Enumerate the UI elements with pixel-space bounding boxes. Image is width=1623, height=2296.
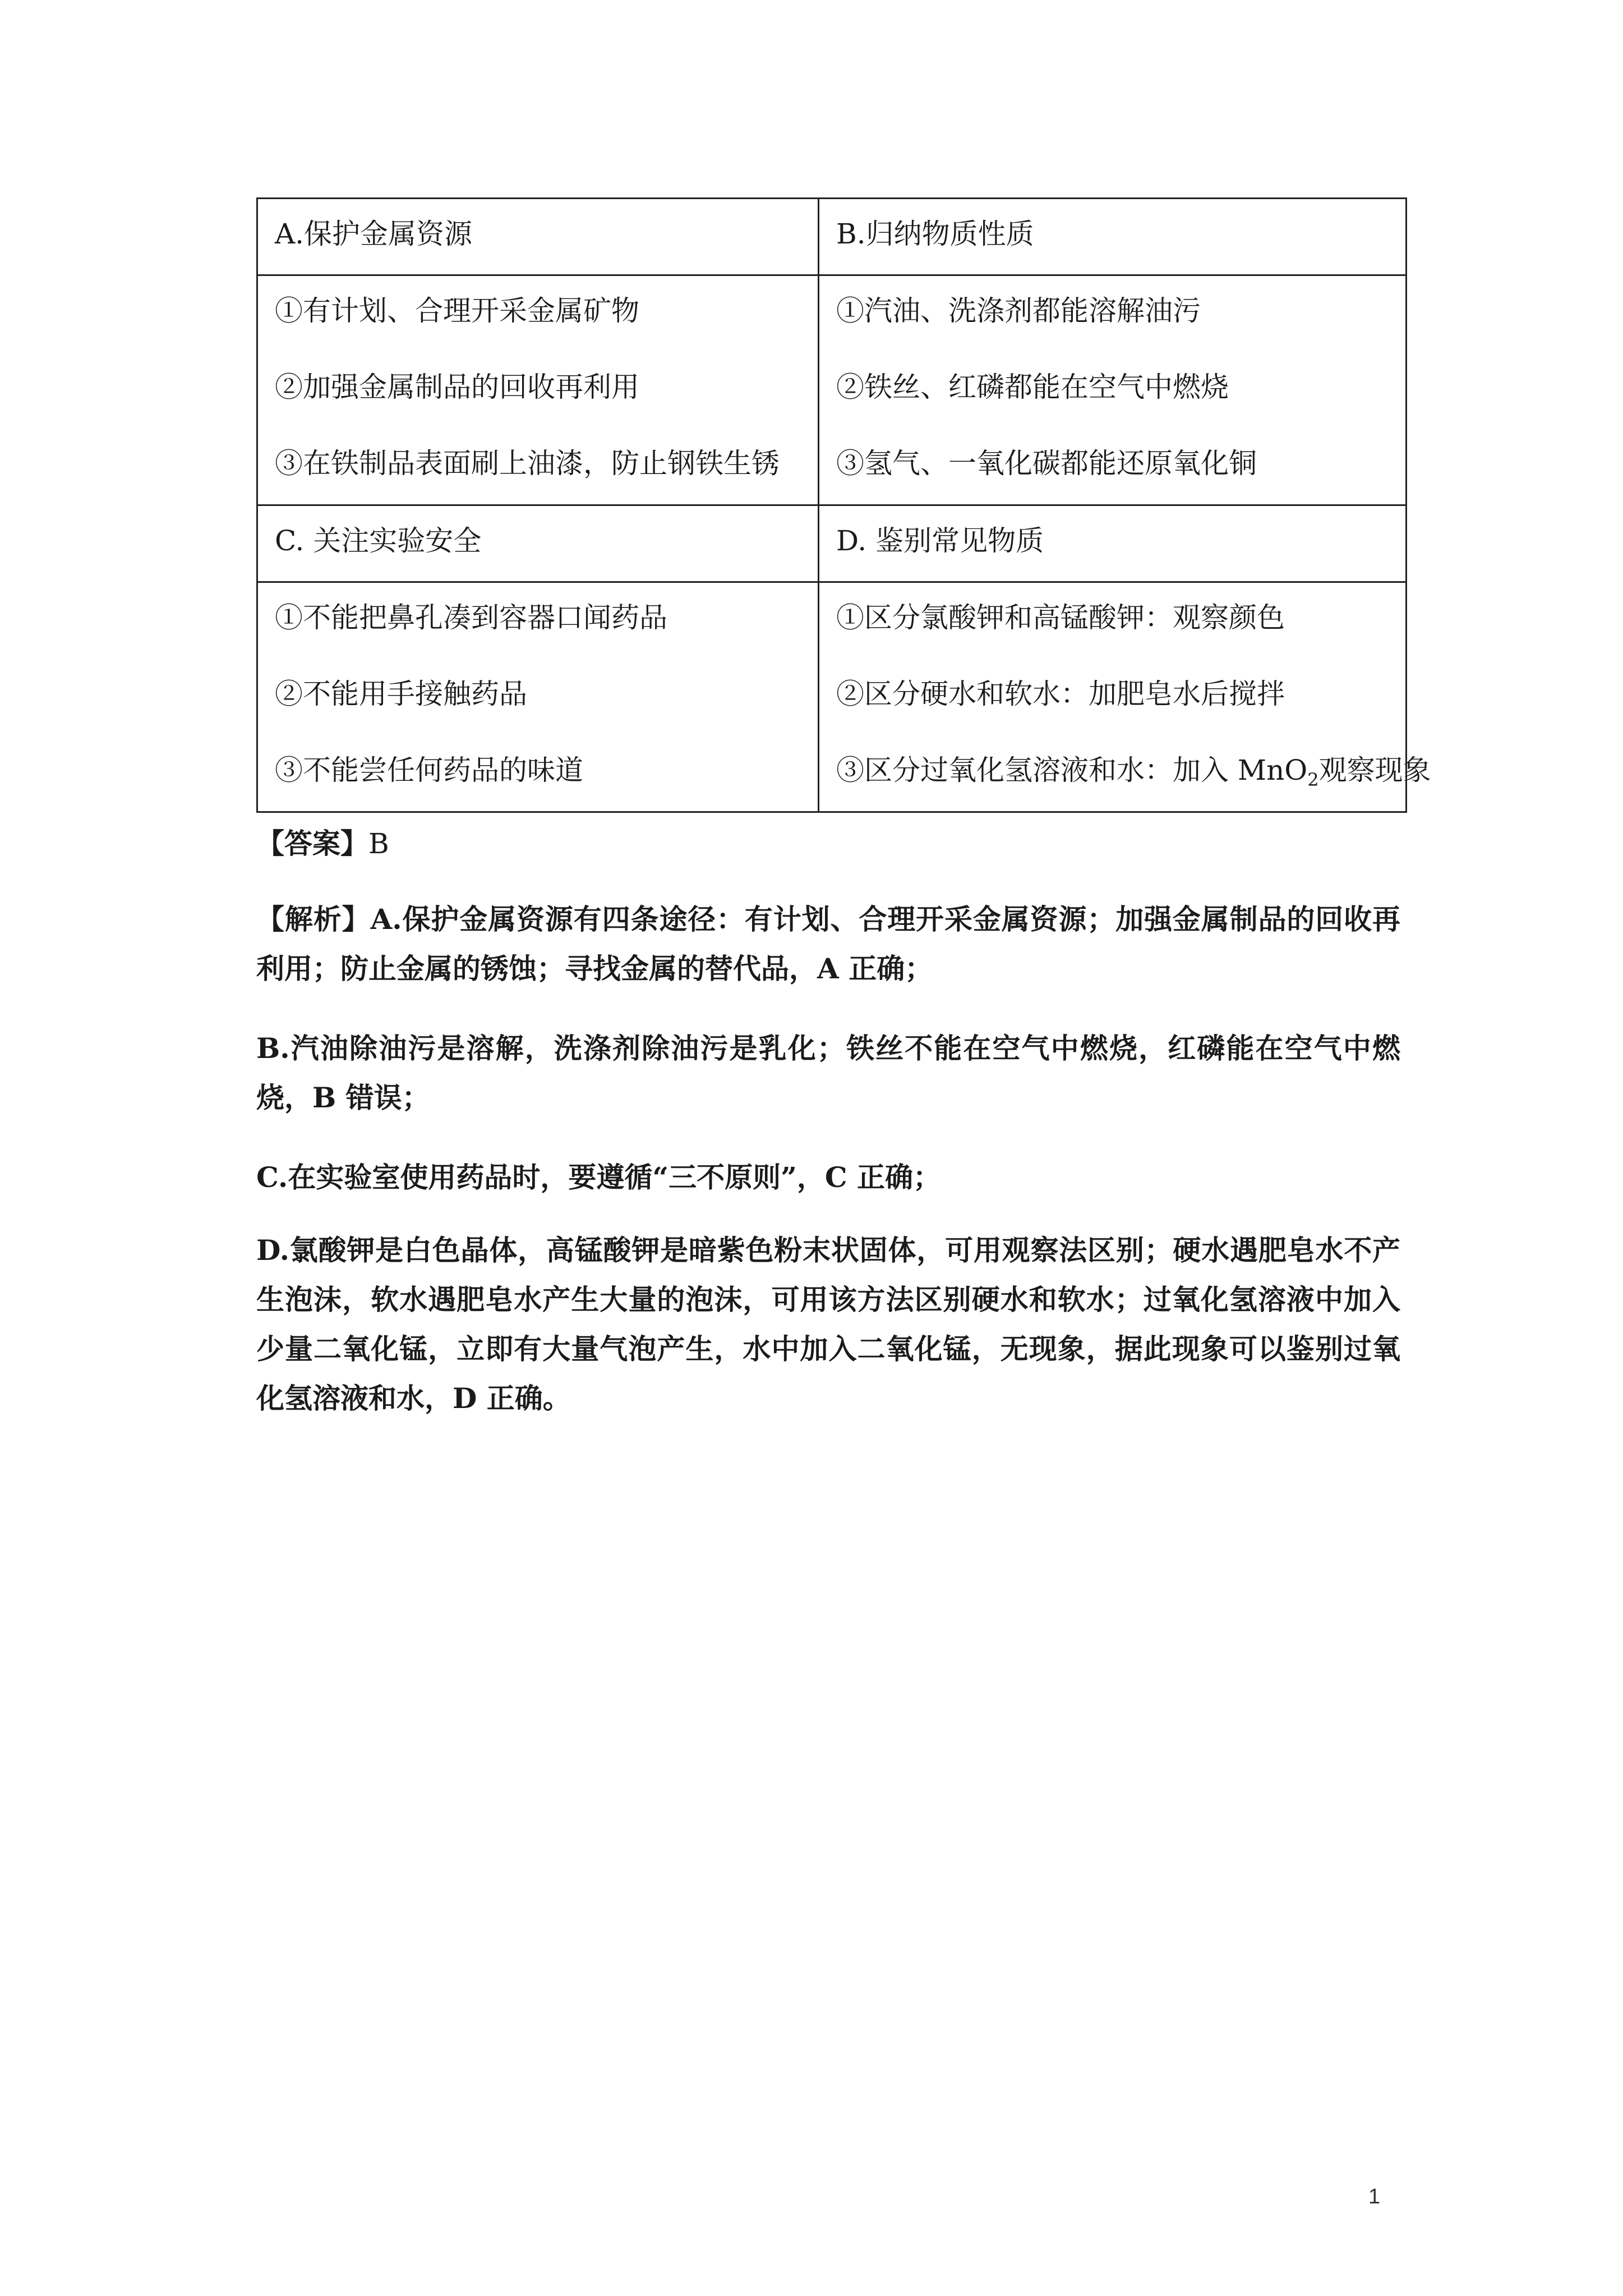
option-b-items xyxy=(819,275,1407,505)
d-item3-suffix: 观察现象 xyxy=(1318,754,1431,786)
table-row xyxy=(257,199,1407,275)
table-row xyxy=(257,275,1407,505)
list-item: ②不能用手接触药品 xyxy=(275,678,527,710)
analysis-label: 【解析】 xyxy=(256,903,371,936)
option-d-items xyxy=(819,582,1431,812)
page-number: 1 xyxy=(1368,2185,1381,2208)
list-item: ②加强金属制品的回收再利用 xyxy=(275,371,639,403)
answer-label: 【答案】 xyxy=(256,827,368,860)
options-table xyxy=(256,197,1431,813)
d-item3-prefix: ③区分过氧化氢溶液和水：加入 MnO xyxy=(836,754,1308,786)
list-item: ③氢气、一氧化碳都能还原氧化铜 xyxy=(836,447,1257,480)
option-d-title: D. 鉴别常见物质 xyxy=(819,505,1407,582)
analysis-paragraph-d: D.氯酸钾是白色晶体，高锰酸钾是暗紫色粉末状固体，可用观察法区别；硬水遇肥皂水不产生泡沫，软水遇肥皂水产生大量的泡沫，可用该方法区别硬水和软水；过氧化氢溶液中加入少量二氧化锰，立即有大量气泡产生，水中加入二氧化锰，无现象，据此现象可以鉴别过氧化氢溶液和水，D 正确。 xyxy=(256,1234,1400,1415)
analysis-text-a: A.保护金属资源有四条途径：有计划、合理开采金属资源；加强金属制品的回收再利用；防止金属的锈蚀；寻找金属的替代品，A 正确； xyxy=(256,903,1400,985)
list-item: ①不能把鼻孔凑到容器口闻药品 xyxy=(275,601,667,634)
option-a-items xyxy=(257,275,819,505)
option-a-title: A.保护金属资源 xyxy=(257,199,819,275)
analysis-paragraph-b: B.汽油除油污是溶解，洗涤剂除油污是乳化；铁丝不能在空气中燃烧，红磷能在空气中燃烧，B 错误； xyxy=(256,1032,1400,1114)
list-item: ①汽油、洗涤剂都能溶解油污 xyxy=(836,295,1201,327)
analysis-paragraph-a xyxy=(256,895,1400,993)
list-item: ③在铁制品表面刷上油漆，防止钢铁生锈 xyxy=(275,447,780,480)
answer-line xyxy=(256,825,389,863)
table-row xyxy=(257,582,1407,812)
analysis-paragraph-c: C.在实验室使用药品时，要遵循“三不原则”，C 正确； xyxy=(256,1161,942,1194)
list-item: ③不能尝任何药品的味道 xyxy=(275,754,583,786)
list-item xyxy=(836,751,1431,790)
list-item: ②铁丝、红磷都能在空气中燃烧 xyxy=(836,371,1229,403)
d-item3-subscript: 2 xyxy=(1307,769,1319,790)
list-item: ①区分氯酸钾和高锰酸钾：观察颜色 xyxy=(836,601,1285,634)
option-c-items xyxy=(257,582,819,812)
option-c-title: C. 关注实验安全 xyxy=(257,505,819,582)
list-item: ①有计划、合理开采金属矿物 xyxy=(275,295,639,327)
list-item: ②区分硬水和软水：加肥皂水后搅拌 xyxy=(836,678,1285,710)
answer-value: B xyxy=(368,827,389,860)
table-row xyxy=(257,505,1407,582)
option-b-title: B.归纳物质性质 xyxy=(819,199,1407,275)
